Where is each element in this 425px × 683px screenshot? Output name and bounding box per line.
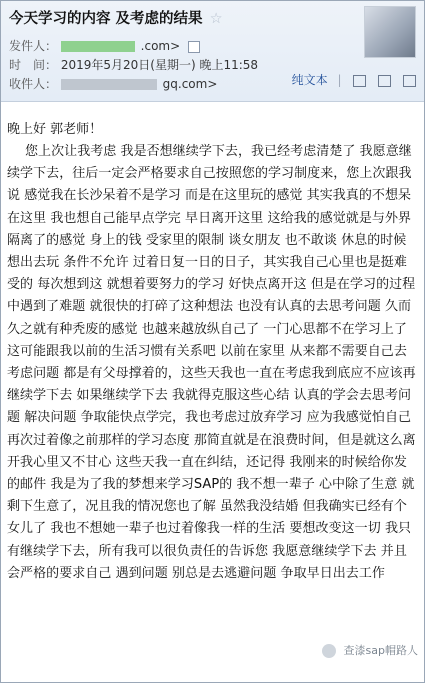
window-icon[interactable] — [353, 75, 366, 87]
watermark — [322, 642, 418, 658]
redacted-sender — [61, 41, 135, 52]
wechat-icon — [322, 644, 336, 658]
watermark-text: 查漆sap帽路人 — [343, 644, 418, 657]
recipient-suffix[interactable]: gq.com> — [162, 77, 218, 91]
recipient-label: 收件人： — [9, 77, 58, 91]
expand-icon[interactable] — [403, 75, 416, 87]
recipient-row — [9, 75, 217, 92]
view-toolbar — [292, 71, 416, 88]
email-subject — [9, 7, 223, 28]
star-icon[interactable]: ☆ — [209, 11, 223, 27]
sender-avatar[interactable] — [364, 6, 416, 58]
add-contact-icon[interactable] — [188, 41, 200, 53]
time-label: 时 间： — [9, 58, 58, 72]
sender-row — [9, 37, 200, 54]
plain-text-toggle[interactable]: 纯文本 — [291, 73, 328, 87]
email-header — [1, 1, 424, 102]
sender-suffix[interactable]: .com> — [140, 39, 181, 53]
greeting: 晚上好 郭老师！ — [7, 122, 103, 137]
toolbar-divider: | — [337, 73, 342, 87]
sender-label: 发件人： — [9, 39, 58, 53]
redacted-recipient — [61, 79, 157, 90]
zoom-icon[interactable] — [378, 75, 391, 87]
subject-text: 今天学习的内容 及考虑的结果 — [9, 11, 203, 27]
time-row — [9, 56, 258, 73]
body-paragraph: 您上次让我考虑 我是否想继续学下去，我已经考虑清楚了 我愿意继续学下去，往后一定会严格要求自己按照您的学习制度来，您上次跟我说 感觉我在长沙呆着不是学习 而是在这里玩的感觉 其实我真的不想呆在这里 我也想自己能早点学完 早日离开这里 这给我的感觉就是与外界隔离了的感觉 身上的钱 受家里的限制 谈女朋友 也不敢谈 休息的时候想出去玩 条件不允许 过着日复一日的日子，其实我自己心里也是挺难受的 每次想到这 就想着要努力的学习 好快点离开这 但是在学习的过程中遇到了难题 就很快的打碎了这种想法 也没有认真的去思考问题 久而久之就有种秃废的感觉 也越来越放纵自己了 一门心思都不在学习上了 这可能跟我以前的生活习惯有关系吧 以前在家里 从来都不需要自己去考虑问题 都是有父母撑着的，这些天我也一直在考虑我到底应不应该再继续学下去 如果继续学下去 我就得克服这些心结 认真的学会去思考问题 解决问题 争取能快点学完，我也考虑过放弃学习 应为我感觉怕自己再次过着像之前那样的学习态度 那简直就是在浪费时间，但是就这么离开我心里又不甘心 这些天我一直在纠结，还记得 我刚来的时候给你发的邮件 我是为了我的梦想来学习SAP的 我不想一辈子 心中除了生意 就剩下生意了，况且我的情况您也了解 虽然我没结婚 但我确实已经有个女儿了 我也不想她一辈子也过着像我一样的生活 要想改变这一切 我只有继续学下去，所有我可以很负责任的告诉您 我愿意继续学下去 并且会严格的要求自己 遇到问题 别总是去逃避问题 争取早日出去工作 — [7, 144, 416, 581]
time-value: 2019年5月20日(星期一) 晚上11:58 — [60, 58, 259, 72]
